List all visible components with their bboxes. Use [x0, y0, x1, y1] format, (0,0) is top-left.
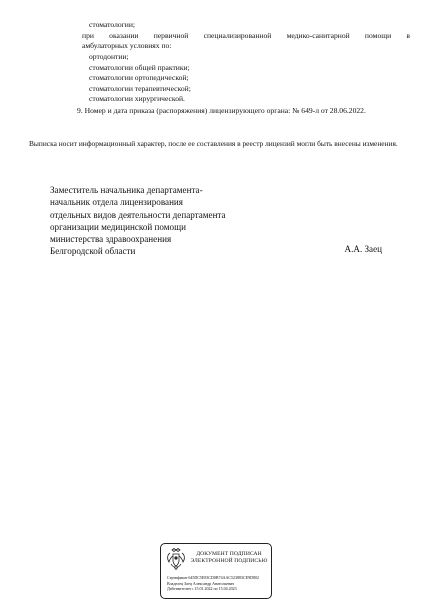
stamp-owner: Владелец Заец Александр Анатольевич [167, 580, 235, 586]
stamp-title-line: ЭЛЕКТРОННОЙ ПОДПИСЬЮ [190, 558, 268, 564]
signatory-line: организации медицинской помощи [50, 221, 186, 232]
list-item: стоматологии ортопедической; [89, 73, 189, 82]
stamp-title-line: ДОКУМЕНТ ПОДПИСАН [196, 551, 262, 557]
e-signature-stamp [160, 543, 272, 599]
stamp-validity: Действителен с 15.01.2022 по 15.04.2023 [167, 586, 237, 592]
signatory-line: Белгородской области [50, 246, 136, 257]
signatory-line: начальник отдела лицензирования [50, 197, 183, 208]
signatory-title [50, 184, 390, 258]
disclaimer-note: Выписка носит информационный характер, после ее составления в реестр лицензий могли быть внесены изменения. [29, 139, 398, 148]
signatory-line: министерства здравоохранения [50, 234, 172, 245]
list-line-primary-care: при оказании первичной специализированной медико-санитарной помощи в [82, 31, 410, 40]
list-item: ортодонтии; [89, 52, 129, 61]
list-item: стоматологии терапевтической; [89, 83, 191, 93]
signatory-line: отдельных видов деятельности департамента [50, 209, 226, 220]
signatory-line: Заместитель начальника департамента- [50, 185, 203, 195]
list-line-dentistry: стоматологии; [89, 20, 136, 29]
stamp-title [189, 551, 269, 565]
signatory-name: А.А. Заец [344, 244, 382, 254]
list-line-primary-care-cont: амбулаторных условиях по: [82, 41, 172, 50]
list-item: стоматологии хирургической. [89, 94, 185, 103]
stamp-certificate: Сертификат 645DC5E83CD0B74AAC523883CE9D802 [167, 575, 260, 580]
order-number-line: 9. Номер и дата приказа (распоряжения) лицензирующего органа: № 649-л от 28.06.2022. [77, 106, 366, 115]
coat-of-arms-icon [165, 547, 187, 571]
stamp-details [167, 575, 271, 592]
list-item: стоматологии общей практики; [89, 62, 190, 72]
